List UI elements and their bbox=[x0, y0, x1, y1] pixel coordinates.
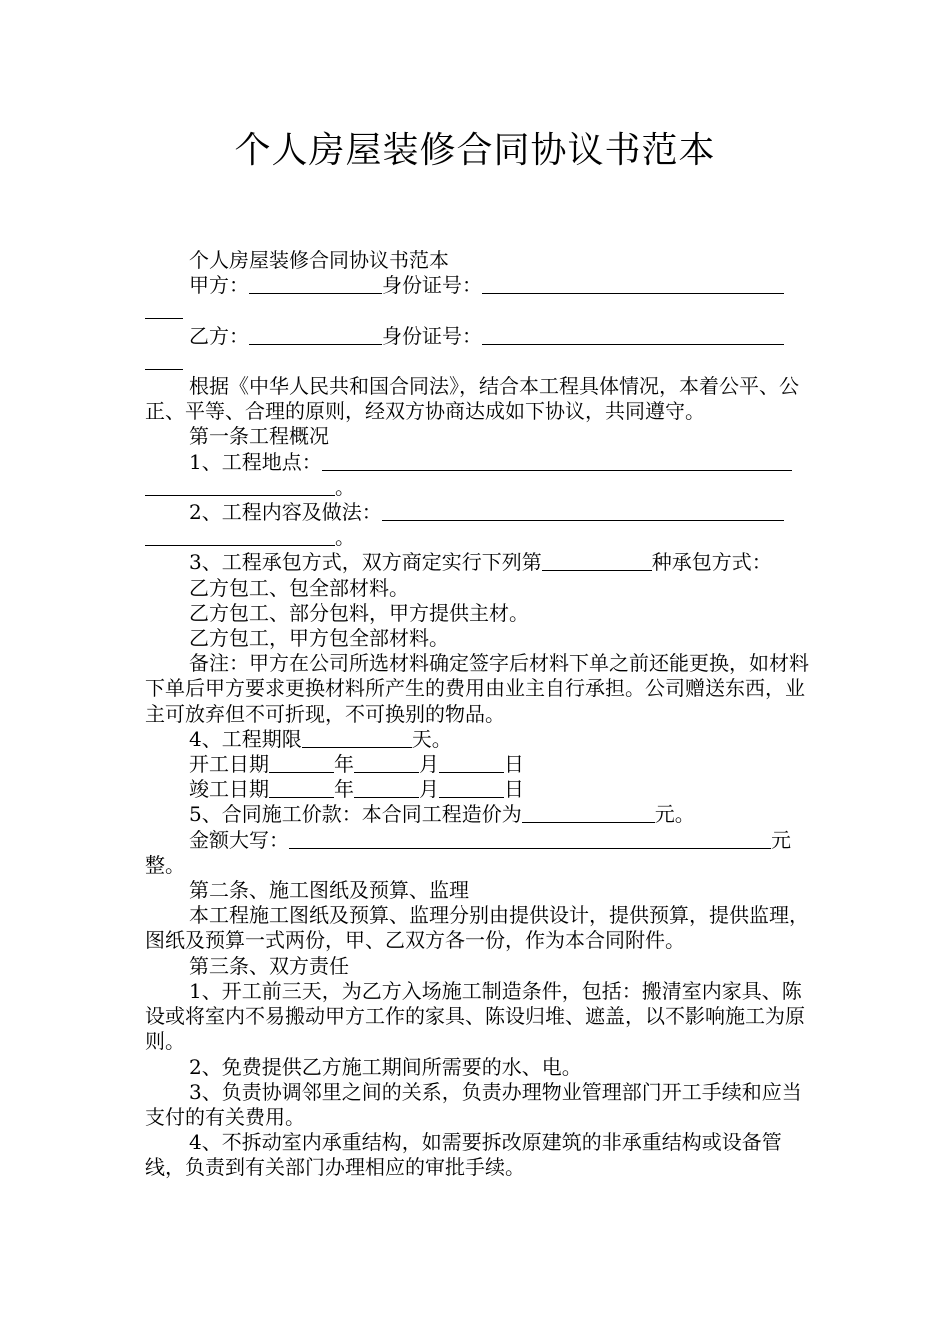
item-1-label: 1、工程地点： bbox=[189, 449, 322, 474]
article-3-heading: 第三条、双方责任 bbox=[189, 953, 349, 978]
start-day-blank bbox=[439, 752, 504, 773]
item-1-line-cont bbox=[145, 475, 809, 500]
party-a-line-cont bbox=[145, 298, 809, 323]
party-b-line bbox=[145, 324, 809, 349]
item-3-line bbox=[145, 550, 809, 575]
article-2-heading: 第二条、施工图纸及预算、监理 bbox=[189, 878, 469, 903]
amount-line bbox=[145, 828, 809, 853]
item-2-line-cont bbox=[145, 525, 809, 550]
preamble: 根据《中华人民共和国合同法》，结合本工程具体情况，本着公平、公正、平等、合理的原则，经双方协商达成如下协议，共同遵守。 bbox=[145, 374, 799, 424]
party-b-id-blank bbox=[482, 324, 784, 345]
item-4-line bbox=[145, 727, 809, 752]
item-1-line bbox=[145, 450, 809, 475]
amount-suffix: 元 bbox=[771, 827, 791, 852]
end-date-line bbox=[145, 777, 809, 802]
end-year-blank bbox=[269, 777, 334, 798]
item-2-label: 2、工程内容及做法： bbox=[189, 500, 382, 525]
option-1: 乙方包工、包全部材料。 bbox=[189, 575, 409, 600]
amount-blank bbox=[289, 828, 771, 849]
end-day-label: 日 bbox=[504, 777, 524, 802]
article-2-text: 本工程施工图纸及预算、监理分别由提供设计，提供预算，提供监理，图纸及预算一式两份，甲、乙双方各一份，作为本合同附件。 bbox=[145, 903, 809, 953]
item-4-label: 4、工程期限 bbox=[189, 726, 302, 751]
duty-2: 2、免费提供乙方施工期间所需要的水、电。 bbox=[189, 1054, 582, 1079]
item-5-suffix: 元。 bbox=[654, 802, 695, 827]
end-year-label: 年 bbox=[334, 777, 354, 802]
amount-tail: 整。 bbox=[145, 852, 185, 877]
amount-label: 金额大写： bbox=[189, 827, 289, 852]
item-2-period: 。 bbox=[335, 525, 355, 550]
start-month-blank bbox=[354, 752, 419, 773]
document-body bbox=[145, 248, 809, 1181]
party-a-id-blank-cont bbox=[145, 298, 183, 319]
item-5-line bbox=[145, 802, 809, 827]
item-3-blank bbox=[542, 550, 652, 571]
item-4-suffix: 天。 bbox=[411, 726, 452, 751]
party-b-id-label: 身份证号： bbox=[382, 323, 482, 348]
end-month-label: 月 bbox=[419, 777, 439, 802]
item-5-label: 5、合同施工价款：本合同工程造价为 bbox=[189, 802, 522, 827]
option-2: 乙方包工、部分包料，甲方提供主材。 bbox=[189, 600, 529, 625]
item-3-suffix: 种承包方式： bbox=[651, 550, 772, 575]
item-3-label: 3、工程承包方式，双方商定实行下列第 bbox=[189, 550, 542, 575]
item-2-blank bbox=[382, 500, 784, 521]
item-4-blank bbox=[302, 727, 412, 748]
party-a-id-blank bbox=[482, 273, 784, 294]
item-1-period: 。 bbox=[335, 474, 355, 499]
amount-line-cont bbox=[145, 853, 809, 878]
start-year-label: 年 bbox=[334, 752, 354, 777]
end-date-label: 竣工日期 bbox=[189, 777, 269, 802]
subtitle: 个人房屋装修合同协议书范本 bbox=[189, 248, 449, 272]
duty-4: 4、不拆动室内承重结构，如需要拆改原建筑的非承重结构或设备管线，负责到有关部门办理相应的审批手续。 bbox=[145, 1130, 782, 1180]
document-title: 个人房屋装修合同协议书范本 bbox=[234, 130, 716, 171]
party-a-id-label: 身份证号： bbox=[382, 273, 482, 298]
option-3: 乙方包工，甲方包全部材料。 bbox=[189, 626, 449, 651]
start-date-label: 开工日期 bbox=[189, 752, 269, 777]
item-5-blank bbox=[522, 802, 655, 823]
end-day-blank bbox=[439, 777, 504, 798]
party-a-line bbox=[145, 273, 809, 298]
start-year-blank bbox=[269, 752, 334, 773]
start-date-line bbox=[145, 752, 809, 777]
party-b-name-blank bbox=[249, 324, 382, 345]
duty-3: 3、负责协调邻里之间的关系，负责办理物业管理部门开工手续和应当支付的有关费用。 bbox=[145, 1079, 802, 1129]
party-a-name-blank bbox=[249, 273, 382, 294]
item-1-blank-cont bbox=[145, 475, 335, 496]
start-month-label: 月 bbox=[419, 752, 439, 777]
remark: 备注：甲方在公司所选材料确定签字后材料下单之前还能更换，如材料下单后甲方要求更换材料所产生的费用由业主自行承担。公司赠送东西，业主可放弃但不可折现，不可换别的物品。 bbox=[145, 651, 809, 726]
party-b-label: 乙方： bbox=[189, 323, 249, 348]
duty-1: 1、开工前三天，为乙方入场施工制造条件，包括：搬清室内家具、陈设或将室内不易搬动甲方工作的家具、陈设归堆、遮盖，以不影响施工为原则。 bbox=[145, 978, 805, 1054]
party-b-id-blank-cont bbox=[145, 349, 183, 370]
start-day-label: 日 bbox=[504, 752, 524, 777]
article-1-heading: 第一条工程概况 bbox=[189, 424, 329, 449]
item-2-line bbox=[145, 500, 809, 525]
item-2-blank-cont bbox=[145, 525, 335, 546]
item-1-blank bbox=[322, 450, 792, 471]
party-a-label: 甲方： bbox=[189, 273, 249, 298]
party-b-line-cont bbox=[145, 349, 809, 374]
end-month-blank bbox=[354, 777, 419, 798]
